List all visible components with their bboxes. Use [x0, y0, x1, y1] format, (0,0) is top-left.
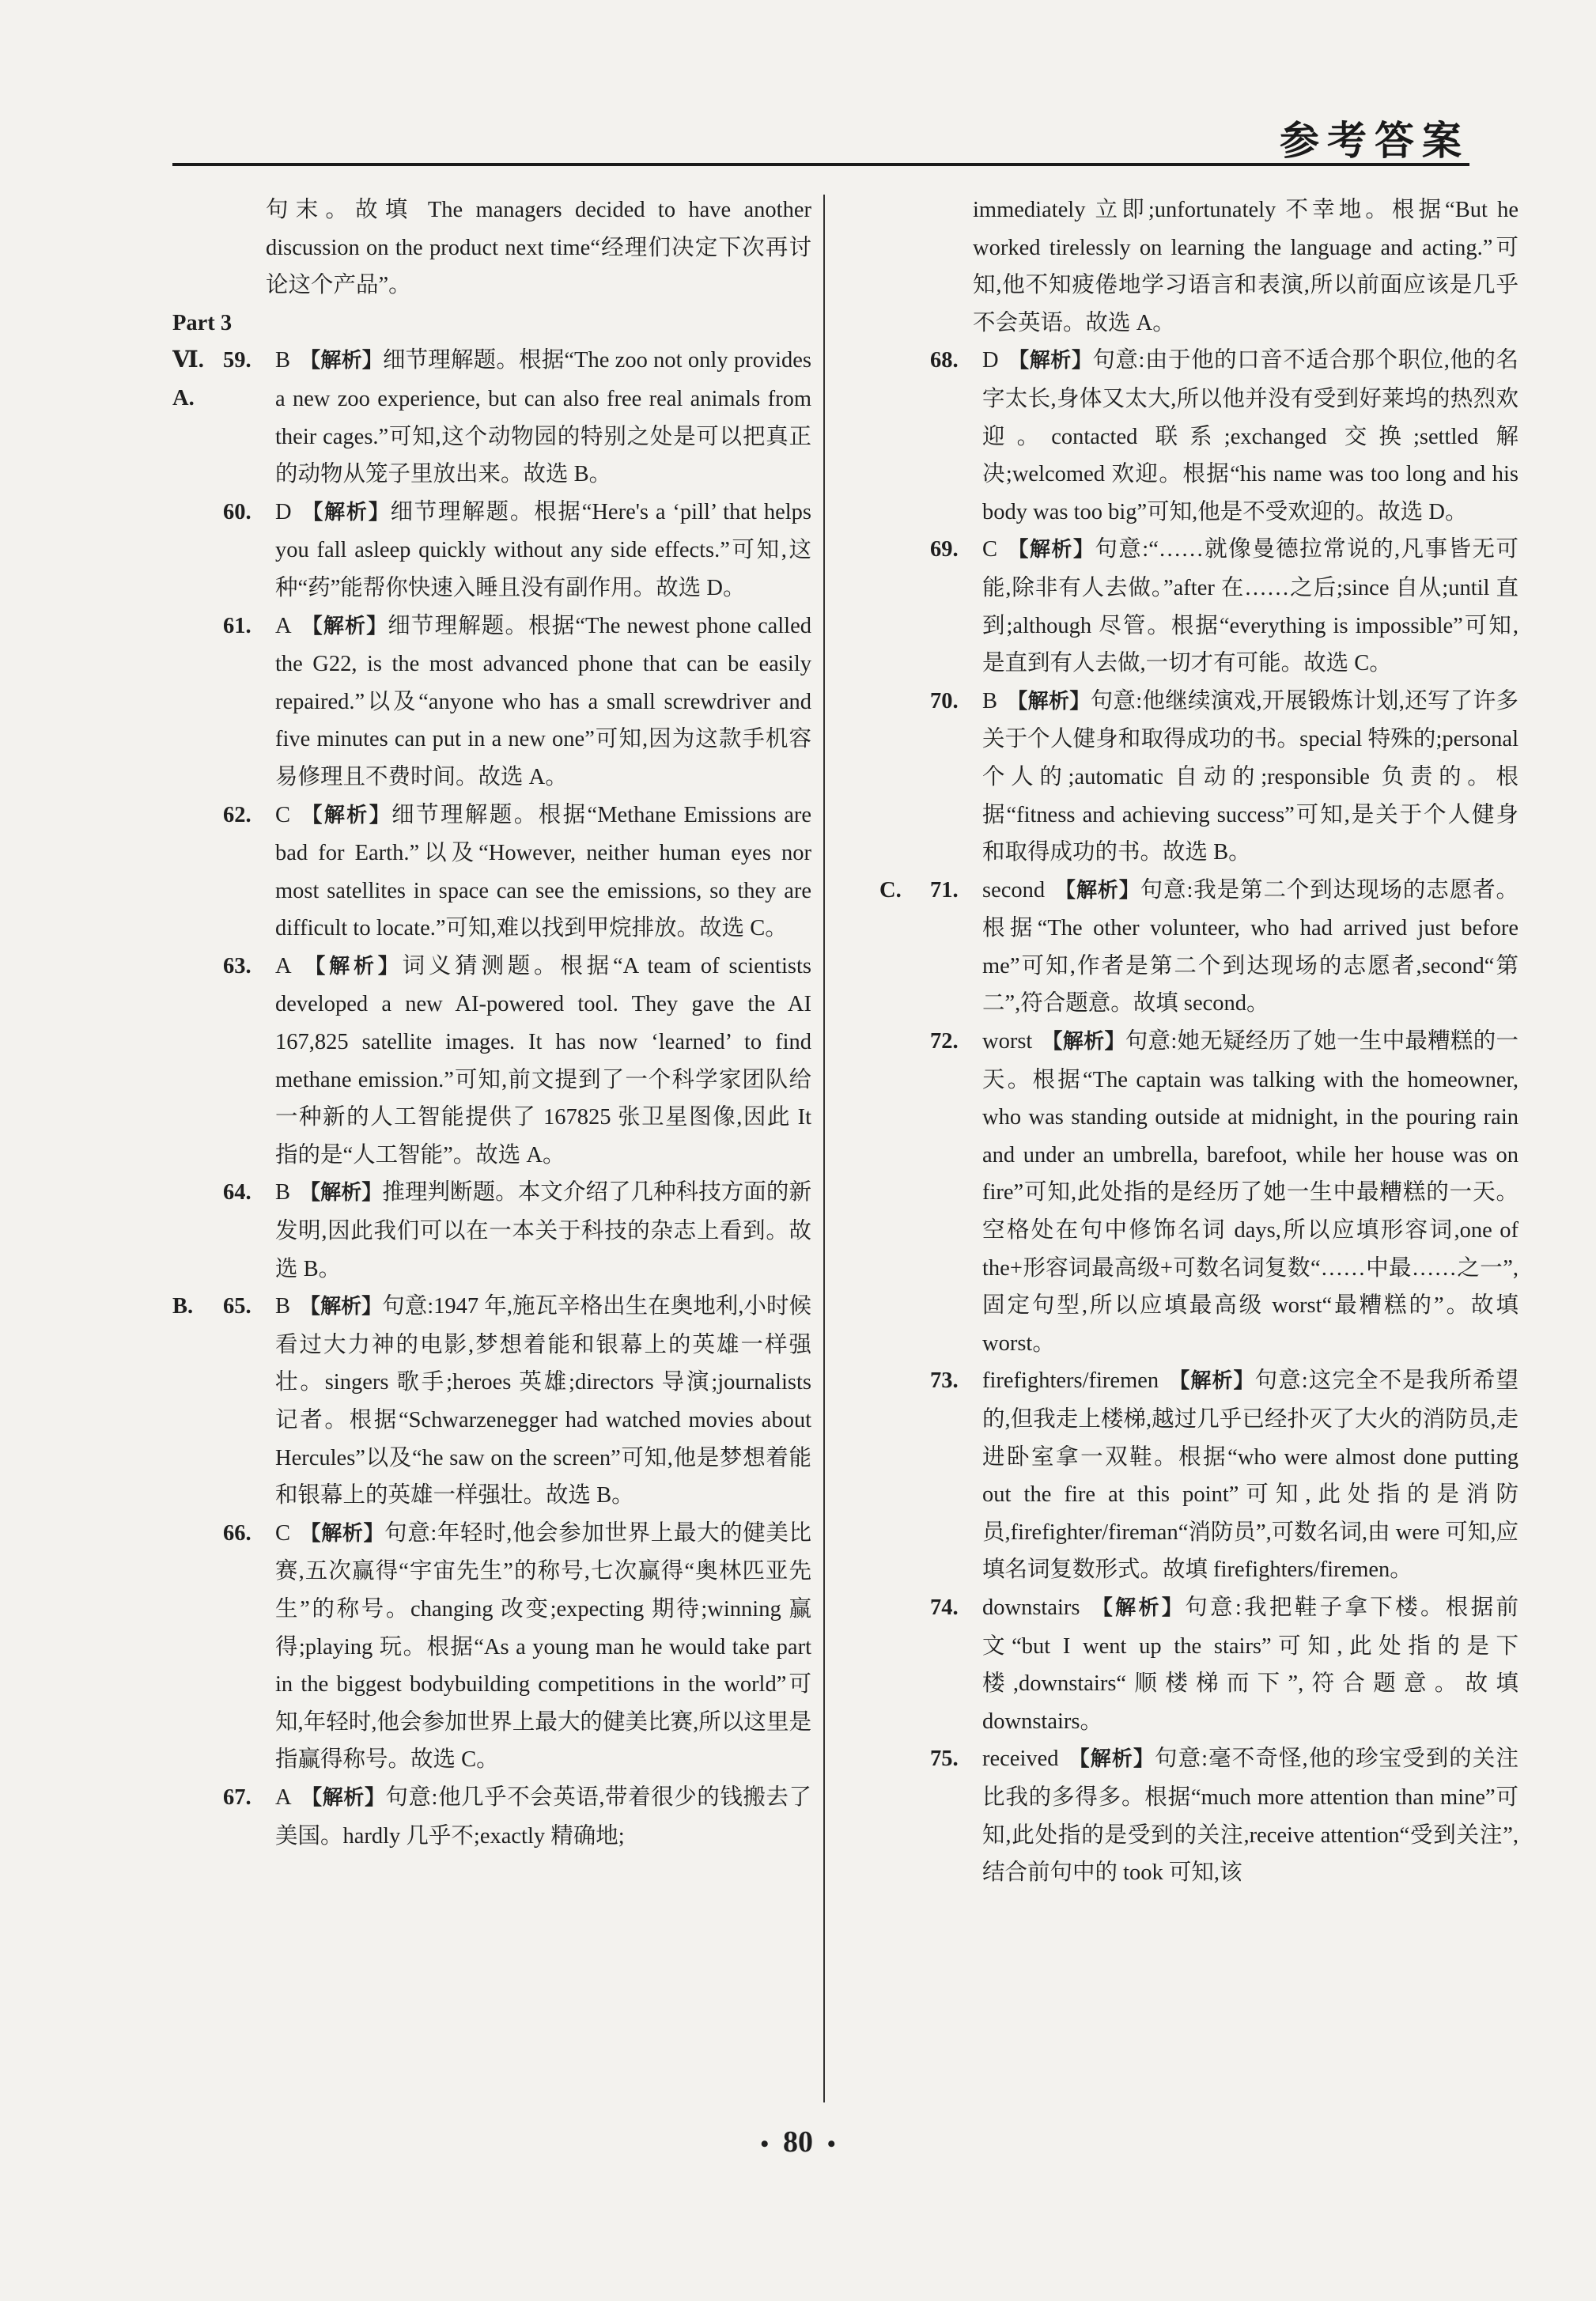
answer-word: second — [982, 877, 1046, 903]
answer-item-70 — [879, 683, 1518, 872]
column-divider — [823, 195, 825, 2102]
question-number: 73. — [930, 1368, 959, 1394]
right-continuation-text: immediately 立即;unfortunately 不幸地。根据“But he worked tirelessly on learning the language and acting.”可知,他不知疲倦地学习语言和表演,所以前面应该是几乎不会英语。故选 A。 — [973, 198, 1518, 335]
analysis-keyword: 【解析】 — [1007, 538, 1095, 562]
analysis-keyword: 【解析】 — [1054, 878, 1140, 903]
question-number: 63. — [223, 953, 252, 978]
question-number: 74. — [930, 1595, 959, 1620]
analysis-text: 细节理解题。根据“Methane Emissions are bad for Earth.”以及“However, neither human eyes nor most satellites in space can see the emissions, so they are difficult to locate.”可知,难以找到甲烷排放。故选 C。 — [275, 802, 811, 941]
answer-item-67 — [172, 1779, 811, 1855]
answer-item-72 — [879, 1023, 1518, 1362]
analysis-text: 细节理解题。根据“Here's a ‘pill’ that helps you fall asleep quickly without any side effects.”可知,这种“药”能帮你快速入睡且没有副作用。故选 D。 — [275, 499, 811, 600]
analysis-keyword: 【解析】 — [1089, 1595, 1186, 1620]
answer-item-61 — [172, 607, 811, 797]
question-number: 71. — [930, 877, 959, 903]
analysis-text: 句意:他几乎不会英语,带着很少的钱搬去了美国。hardly 几乎不;exactly 精确地; — [275, 1784, 811, 1849]
answer-letter: A — [275, 953, 292, 978]
analysis-text: 句意:年轻时,他会参加世界上最大的健美比赛,五次赢得“宇宙先生”的称号,七次赢得“奥林匹亚先生”的称号。changing 改变;expecting 期待;winning 赢得;playing 玩。根据“As a young man he would take part in the biggest bodybuilding competitions in the world”可知,年轻时,他会参加世界上最大的健美比赛,所以这里是指赢得称号。故选 C。 — [275, 1520, 811, 1773]
page-header-title: 参考答案 — [1280, 118, 1469, 164]
analysis-text: 句意:我是第二个到达现场的志愿者。根据“The other volunteer, who had arrived just before me”可知,作者是第二个到达现场的志愿者,second“第二”,符合题意。故填 second。 — [982, 877, 1518, 1016]
answer-word: received — [982, 1747, 1059, 1772]
answer-item-64 — [172, 1174, 811, 1288]
part-3-heading: Part 3 — [172, 310, 233, 335]
answer-item-63 — [172, 948, 811, 1175]
question-number: 64. — [223, 1180, 252, 1205]
analysis-text: 句意:毫不奇怪,他的珍宝受到的关注比我的多得多。根据“much more attention than mine”可知,此处指的是受到的关注,receive attention“受到关注”,结合前句中的 took 可知,该 — [982, 1747, 1518, 1886]
analysis-keyword: 【解析】 — [1007, 689, 1091, 713]
analysis-keyword: 【解析】 — [300, 1181, 383, 1205]
answer-word: downstairs — [982, 1595, 1080, 1620]
section-label-c: C. — [879, 877, 902, 903]
question-number: 72. — [930, 1029, 959, 1054]
answer-word: worst — [982, 1029, 1033, 1054]
answer-word: firefighters/firemen — [982, 1368, 1159, 1394]
answer-letter: D — [982, 348, 999, 373]
analysis-keyword: 【解析】 — [1042, 1030, 1125, 1054]
answer-item-62 — [172, 797, 811, 948]
analysis-keyword: 【解析】 — [300, 1295, 383, 1319]
question-number: 59. — [223, 348, 252, 373]
answer-item-65 — [172, 1288, 811, 1515]
section-label-vi-a: Ⅵ. A. — [172, 348, 204, 411]
question-number: 68. — [930, 348, 959, 373]
answer-letter: C — [275, 802, 291, 827]
analysis-text: 词义猜测题。根据“A team of scientists developed a new AI-powered tool. They gave the AI 167,825 satellite images. It has now ‘learned’ to find methane emission.”可知,前文提到了一个科学家团队给一种新的人工智能提供了 167825 张卫星图像,因此 It 指的是“人工智能”。故选 A。 — [275, 953, 811, 1168]
answer-letter: D — [275, 499, 292, 524]
analysis-keyword: 【解析】 — [300, 803, 392, 827]
analysis-keyword: 【解析】 — [301, 1785, 386, 1810]
answer-item-73 — [879, 1362, 1518, 1589]
analysis-keyword: 【解析】 — [1068, 1747, 1155, 1772]
answer-item-60 — [172, 494, 811, 607]
question-number: 67. — [223, 1784, 252, 1810]
answer-letter: A — [275, 1784, 292, 1810]
question-number: 61. — [223, 613, 252, 638]
answer-letter: B — [275, 348, 291, 373]
page-number-value: 80 — [783, 2125, 813, 2159]
question-number: 62. — [223, 802, 252, 827]
analysis-keyword: 【解析】 — [1168, 1369, 1255, 1394]
answer-letter: C — [275, 1520, 291, 1546]
answer-letter: B — [275, 1180, 291, 1205]
analysis-text: 细节理解题。根据“The newest phone called the G22, is the most advanced phone that can be easily repaired.”以及“anyone who has a small screwdriver and five minutes can put in a new one”可知,因为这款手机容易修理且不费时间。故选 A。 — [275, 613, 811, 789]
question-number: 75. — [930, 1747, 959, 1772]
analysis-text: 句意:由于他的口音不适合那个职位,他的名字太长,身体又太大,所以他并没有受到好莱坞的热烈欢迎。contacted 联系;exchanged 交换;settled 解决;welcomed 欢迎。根据“his name was too long and his body was too big”可知,他是不受欢迎的。故选 D。 — [982, 348, 1518, 524]
analysis-text: 句意:我把鞋子拿下楼。根据前文“but I went up the stairs”可知,此处指的是下楼,downstairs“顺楼梯而下”,符合题意。故填 downstairs。 — [982, 1595, 1518, 1734]
answer-item-66 — [172, 1515, 811, 1779]
answer-item-69 — [879, 531, 1518, 682]
answer-letter: A — [275, 613, 292, 638]
header-rule — [172, 163, 1469, 166]
question-number: 65. — [223, 1294, 252, 1319]
left-column — [172, 191, 811, 2106]
question-number: 70. — [930, 688, 959, 713]
bullet-right: • — [827, 2131, 836, 2157]
bullet-left: • — [760, 2131, 769, 2157]
answer-letter: B — [982, 688, 998, 713]
answer-item-68 — [879, 342, 1518, 531]
analysis-text: 句意:这完全不是我所希望的,但我走上楼梯,越过几乎已经扑灭了大火的消防员,走进卧室拿一双鞋。根据“who were almost done putting out the fire at this point”可知,此处指的是消防员,firefighter/fireman“消防员”,可数名词,由 were 可知,应填名词复数形式。故填 firefighters/firemen。 — [982, 1368, 1518, 1583]
analysis-keyword: 【解析】 — [300, 1521, 385, 1546]
analysis-keyword: 【解析】 — [300, 349, 383, 373]
question-number: 69. — [930, 537, 959, 562]
page-number — [0, 2125, 1596, 2159]
question-number: 60. — [223, 499, 252, 524]
analysis-text: 推理判断题。本文介绍了几种科技方面的新发明,因此我们可以在一本关于科技的杂志上看到。故选 B。 — [275, 1180, 811, 1281]
answer-item-59 — [172, 342, 811, 493]
right-column — [879, 191, 1518, 2106]
analysis-text: 细节理解题。根据“The zoo not only provides a new zoo experience, but can also free real animals from their cages.”可知,这个动物园的特别之处是可以把真正的动物从笼子里放出来。故选 B。 — [275, 348, 811, 487]
analysis-keyword: 【解析】 — [301, 614, 388, 638]
analysis-text: 句意:“……就像曼德拉常说的,凡事皆无可能,除非有人去做。”after 在……之后;since 自从;until 直到;although 尽管。根据“everything is impossible”可知,是直到有人去做,一切才有可能。故选 C。 — [982, 537, 1518, 676]
left-continuation-text: 句末。故填 The managers decided to have another discussion on the product next time“经理们决定下次再讨论这个产品”。 — [266, 198, 811, 298]
answer-item-71 — [879, 872, 1518, 1023]
question-number: 66. — [223, 1520, 252, 1546]
analysis-keyword: 【解析】 — [301, 500, 391, 524]
analysis-text: 句意:他继续演戏,开展锻炼计划,还写了许多关于个人健身和取得成功的书。special 特殊的;personal 个人的;automatic 自动的;responsible 负责的。根据“fitness and achieving success”可知,是关于个人健身和取得成功的书。故选 B。 — [982, 688, 1518, 865]
analysis-text: 句意:她无疑经历了她一生中最糟糕的一天。根据“The captain was talking with the homeowner, who was standing outside at midnight, in the pouring rain and under an umbrella, barefoot, while her house was on fire”可知,此处指的是经历了她一生中最糟糕的一天。空格处在句中修饰名词 days,所以应填形容词,one of the+形容词最高级+可数名词复数“……中最……之一”,固定句型,所以应填最高级 worst“最糟糕的”。故填 worst。 — [982, 1029, 1518, 1356]
answer-item-74 — [879, 1589, 1518, 1740]
answer-letter: B — [275, 1294, 291, 1319]
analysis-keyword: 【解析】 — [1008, 349, 1093, 373]
analysis-text: 句意:1947 年,施瓦辛格出生在奥地利,小时候看过大力神的电影,梦想着能和银幕上的英雄一样强壮。singers 歌手;heroes 英雄;directors 导演;journalists 记者。根据“Schwarzenegger had watched movies about Hercules”以及“he saw on the screen”可知,他是梦想着能和银幕上的英雄一样强壮。故选 B。 — [275, 1294, 811, 1508]
section-label-b: B. — [172, 1294, 194, 1319]
answer-item-75 — [879, 1740, 1518, 1891]
analysis-keyword: 【解析】 — [301, 954, 403, 978]
answer-letter: C — [982, 537, 998, 562]
